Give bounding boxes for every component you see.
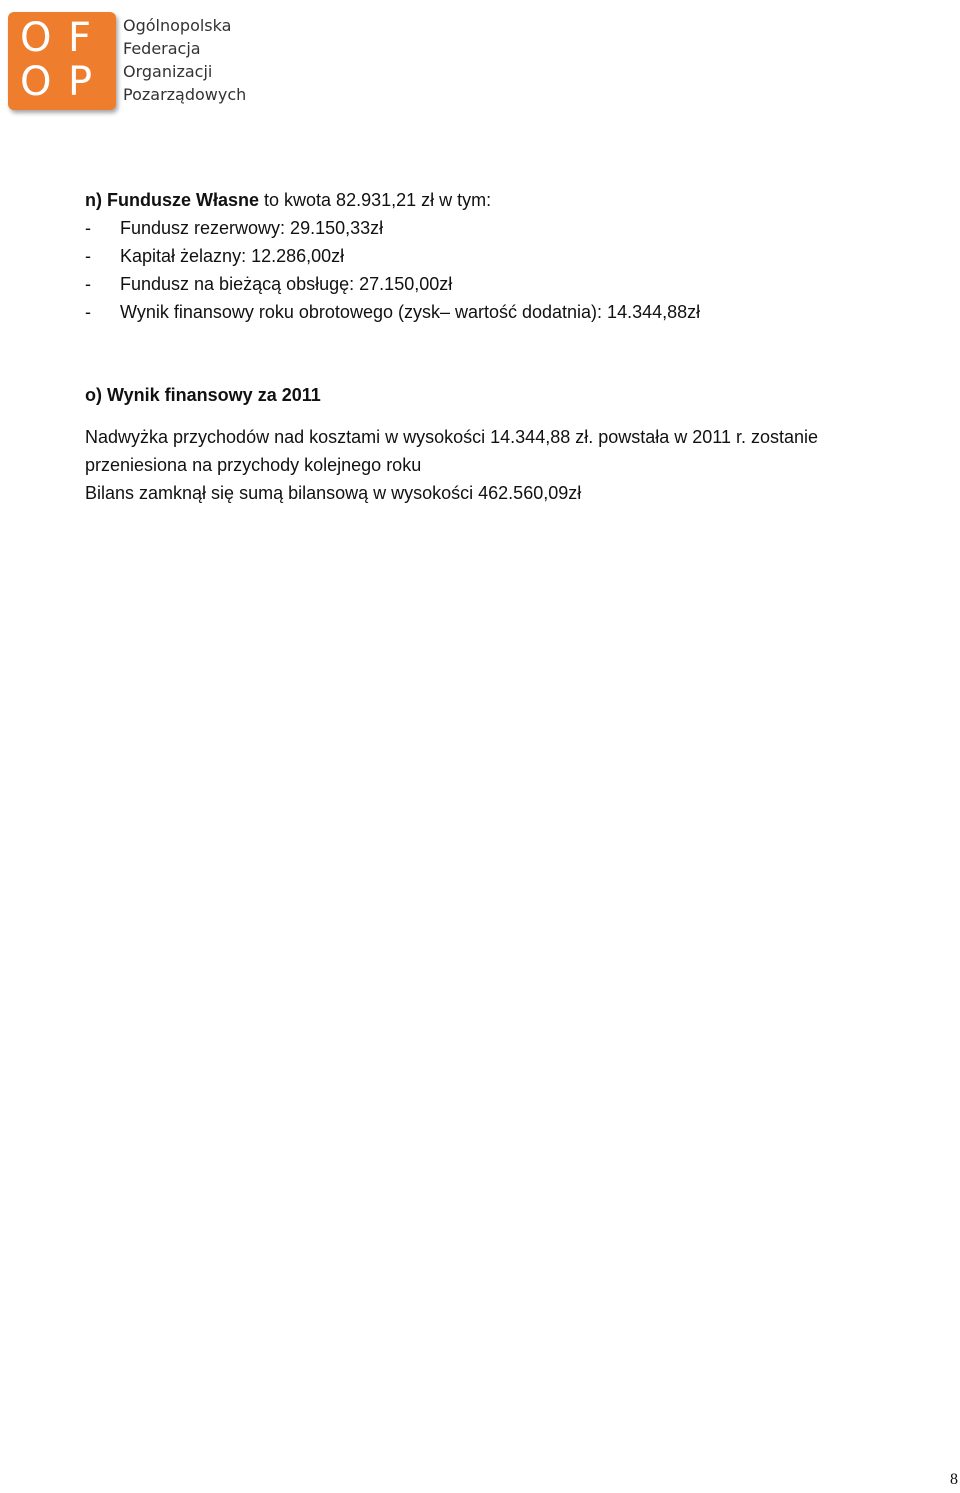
- section-n-intro-text: to kwota 82.931,21 zł w tym:: [259, 190, 492, 210]
- section-n-intro: [85, 186, 955, 214]
- logo-line: Federacja: [123, 39, 201, 58]
- logo-letter: O: [20, 59, 52, 105]
- list-dash: -: [85, 274, 91, 294]
- list-item: [85, 270, 955, 298]
- spacer: [85, 409, 955, 423]
- ofop-logo: [8, 12, 258, 114]
- list-item: [85, 298, 955, 326]
- list-item-text: Kapitał żelazny: 12.286,00zł: [120, 246, 345, 266]
- section-n-heading: n) Fundusze Własne: [85, 190, 260, 210]
- list-dash: -: [85, 302, 91, 322]
- logo-mark: [8, 12, 116, 110]
- logo-letter: O: [20, 15, 52, 61]
- list-item-text: Fundusz na bieżącą obsługę: 27.150,00zł: [120, 274, 453, 294]
- list-dash: -: [85, 218, 91, 238]
- logo-line: Organizacji: [123, 62, 213, 81]
- logo-line: Pozarządowych: [123, 85, 247, 104]
- paragraph-line: Nadwyżka przychodów nad kosztami w wysokości 14.344,88 zł. powstała w 2011 r. zostanie: [85, 427, 819, 447]
- document-body: [85, 186, 955, 507]
- list-item: [85, 214, 955, 242]
- section-o-heading: o) Wynik finansowy za 2011: [85, 385, 321, 405]
- logo-wordmark: [123, 14, 246, 106]
- paragraph-line: przeniesiona na przychody kolejnego roku: [85, 455, 422, 475]
- list-item-text: Wynik finansowy roku obrotowego (zysk– wartość dodatnia): 14.344,88zł: [120, 302, 701, 322]
- list-dash: -: [85, 246, 91, 266]
- logo-line: Ogólnopolska: [123, 16, 232, 35]
- spacer: [85, 326, 955, 381]
- page-number: 8: [950, 1471, 958, 1488]
- list-item: [85, 242, 955, 270]
- paragraph-line: Bilans zamknął się sumą bilansową w wysokości 462.560,09zł: [85, 483, 582, 503]
- logo-letter: F: [68, 15, 92, 61]
- list-item-text: Fundusz rezerwowy: 29.150,33zł: [120, 218, 384, 238]
- logo-letter: P: [68, 59, 93, 105]
